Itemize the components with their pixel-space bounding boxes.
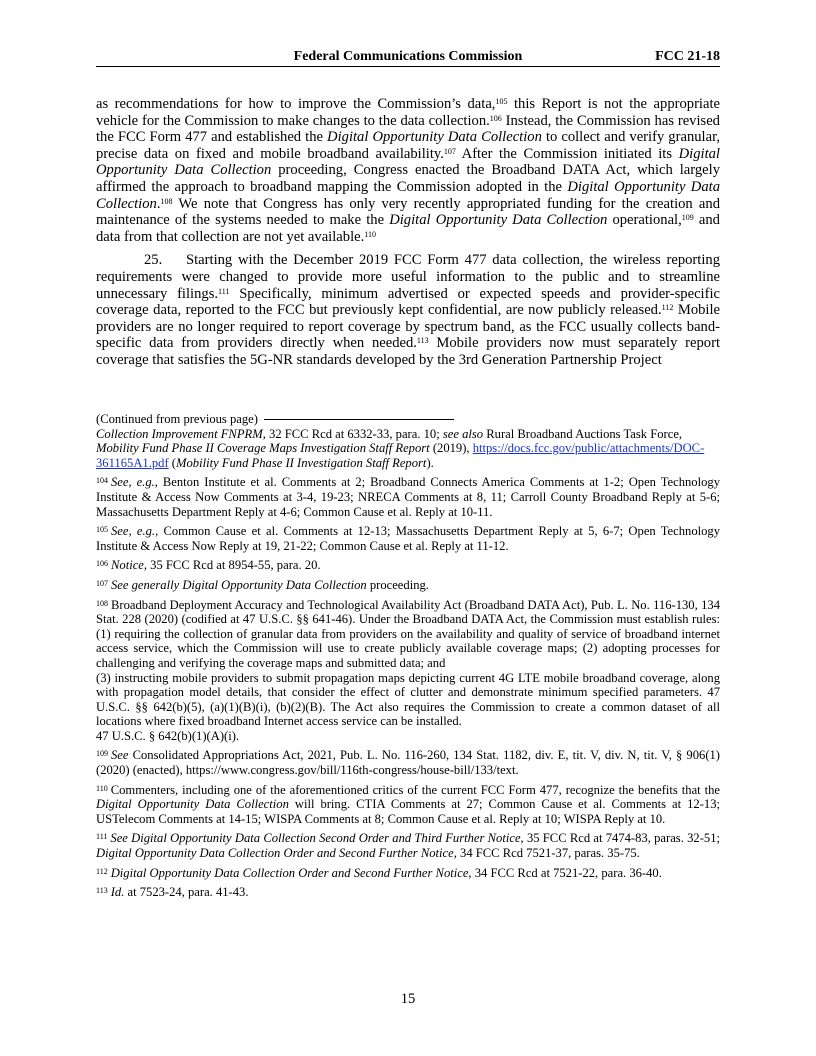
footnote-104: $^{104}$ See, e.g., Benton Institute et al. Comments at 2; Broadband Connects America Comments at 1-2; Open Technology Institute & Access Now Comments at 3-4, 19-23; NRECA Comments at 8, 11; Carroll County Broadband Reply at 5-6; Massachusetts Department Reply at 4-6; Common Cause et al. Reply at 10-11. [96, 475, 720, 519]
footnotes [96, 412, 720, 900]
footnote-ref-112[interactable]: 112 [661, 303, 674, 313]
header-agency: Federal Communications Commission [293, 49, 523, 64]
footnote-112: $^{112}$ Digital Opportunity Data Collection Order and Second Further Notice, 34 FCC Rcd at 7521-22, para. 36-40. [96, 865, 662, 880]
footnote-ref-109[interactable]: 109 [681, 213, 694, 223]
footnote-108: $^{108}$ Broadband Deployment Accuracy and Technological Availability Act (Broadband DATA Act), Pub. L. No. 116-130, 134 Stat. 228 (2020) (codified at 47 U.S.C. §§ 641-46). Under the Broadband DATA Act, the Commission must establish rules: (1) requiring the collection of granular data from providers on the availability and quality of service of broadband internet access service, which the Commission will use to create publicly available coverage maps; (2) adopting processes for challenging and verifying the coverage maps and submitted data; and (3) instructing mobile providers to submit propagation maps depicting current 4G LTE mobile broadband coverage, along with propagation model details, that consider the effect of clutter and demonstrate minimum specified parameters. 47 U.S.C. §§ 642(b)(5), (a)(1)(B)(i), (b)(2)(B). The Act also requires the Commission to create a common dataset of all locations where fixed broadband Internet access service can be installed. 47 U.S.C. § 642(b)(1)(A)(i). [96, 597, 720, 743]
footnote-111: $^{111}$ See Digital Opportunity Data Collection Second Order and Third Further Notice, 35 FCC Rcd at 7474-83, paras. 32-51; Digital Opportunity Data Collection Order and Second Further Notice, 34 FCC Rcd 7521-37, paras. 35-75. [96, 831, 720, 861]
paragraph-continued: as recommendations for how to improve the Commission’s data,$^{105}$ this Report is not the appropriate vehicle for the Commission to make changes to the data collection.$^{106}$ Instead, the Commission has revised the FCC Form 477 and established the Digital Opportunity Data Collection to collect and verify granular, precise data on fixed and mobile broadband availability.$^{107}$ After the Commission initiated its Digital Opportunity Data Collection proceeding, Congress enacted the Broadband DATA Act, which largely affirmed the approach to broadband mapping the Commission adopted in the Digital Opportunity Data Collection.$^{108}$ We note that Congress has only very recently appropriated funding for the creation and maintenance of the systems needed to make the Digital Opportunity Data Collection operational,$^{109}$ and data from that collection are not yet available.$^{110}$ [96, 96, 720, 245]
footnote-106: $^{106}$ Notice, 35 FCC Rcd at 8954-55, para. 20. [96, 558, 321, 573]
continued-label: (Continued from previous page) [96, 412, 720, 427]
footnote-continued: Collection Improvement FNPRM, 32 FCC Rcd at 6332-33, para. 10; see also Rural Broadband Auctions Task Force, Mobility Fund Phase II Coverage Maps Investigation Staff Report (2019), https://docs.fcc.gov/public/attachments/DOC-361165A1.pdf (Mobility Fund Phase II Investigation Staff Report). [96, 426, 705, 470]
footnote-105: $^{105}$ See, e.g., Common Cause et al. Comments at 12-13; Massachusetts Department Reply at 5, 6-7; Open Technology Institute & Access Now Reply at 19, 21-22; Common Cause et al. Reply at 11-12. [96, 524, 721, 553]
body-text [96, 96, 720, 369]
footnote-ref-107[interactable]: 107 [443, 146, 456, 156]
footnote-separator [264, 419, 454, 420]
footnote-ref-113[interactable]: 113 [416, 336, 429, 346]
report-link[interactable]: https://docs.fcc.gov/public/attachments/DOC-361165A1.pdf [96, 441, 705, 470]
footnote-ref-110[interactable]: 110 [364, 229, 376, 239]
footnote-113: $^{113}$ Id. at 7523-24, para. 41-43. [96, 885, 249, 900]
footnote-107: $^{107}$ See generally Digital Opportunity Data Collection proceeding. [96, 577, 429, 592]
footnote-ref-105[interactable]: 105 [495, 97, 508, 106]
footnote-ref-108[interactable]: 108 [160, 196, 173, 206]
header-doc-number: FCC 21-18 [655, 49, 720, 64]
paragraph-number: 25. [144, 252, 163, 269]
page-header [96, 48, 720, 67]
footnote-ref-111[interactable]: 111 [218, 286, 230, 296]
footnote-110: $^{110}$ Commenters, including one of the aforementioned critics of the current FCC Form 477, recognize the benefits that the Digital Opportunity Data Collection will bring. CTIA Comments at 27; Common Cause et al. Comments at 12-13; USTelecom Comments at 14-15; WISPA Comments at 8; Common Cause et al. Reply at 10; WISPA Reply at 10. [96, 782, 720, 826]
footnote-ref-106[interactable]: 106 [489, 113, 502, 123]
paragraph-25: 25. Starting with the December 2019 FCC Form 477 data collection, the wireless reporting requirements were changed to provide more useful information to the public and to streamline unnecessary filings.$^{111}$ Specifically, minimum advertised or expected speeds and provider-specific coverage data, reported to the FCC but previously kept confidential, are now publicly released.$^{112}$ Mobile providers are no longer required to report coverage by spectrum band, as the FCC usually collects band-specific data from providers directly when needed.$^{113}$ Mobile providers now must separately report coverage that satisfies the 5G-NR standards developed by the 3rd Generation Partnership Project [96, 252, 720, 368]
footnote-109: $^{109}$ See Consolidated Appropriations Act, 2021, Pub. L. No. 116-260, 134 Stat. 1182, div. E, tit. V, div. N, tit. V, § 906(1) (2020) (enacted), https://www.congress.gov/bill/116th-congress/house-bill/133/text. [96, 748, 720, 778]
page-number: 15 [400, 991, 416, 1007]
